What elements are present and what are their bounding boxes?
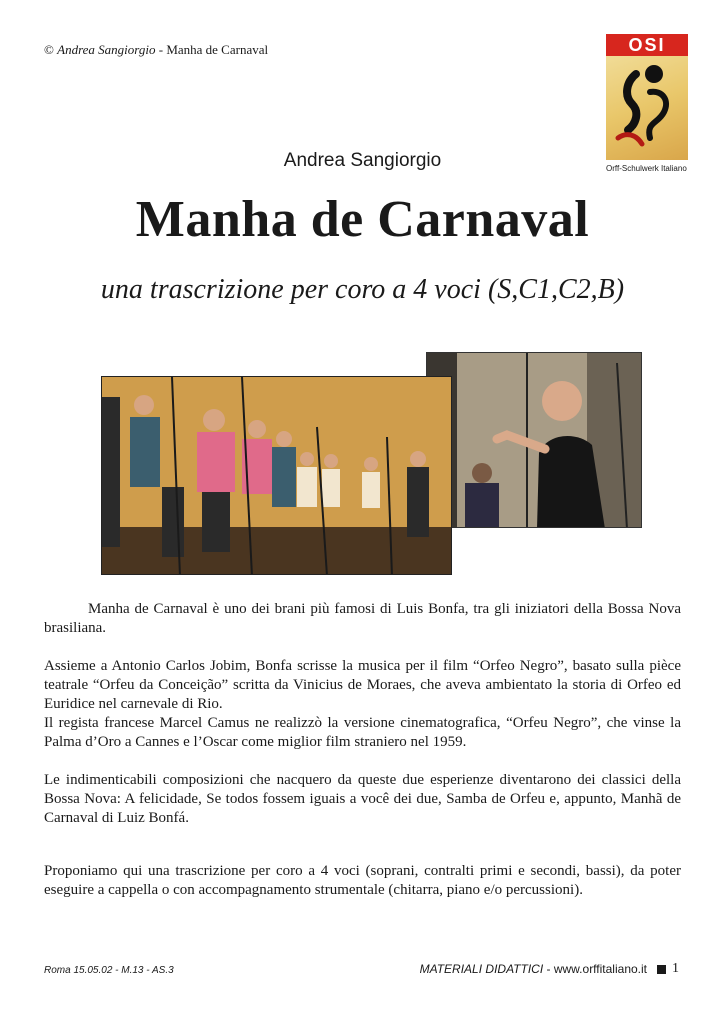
choir-image <box>102 377 452 575</box>
copyright-author: Andrea Sangiorgio <box>57 42 156 57</box>
logo-artwork <box>606 34 688 160</box>
choir-photo <box>101 376 452 575</box>
author-heading: Andrea Sangiorgio <box>283 150 442 171</box>
page-title: Manha de Carnaval <box>135 191 590 248</box>
footer-right <box>420 961 679 977</box>
conductor-image <box>427 353 642 528</box>
logo-mark-text: OSI <box>606 34 688 56</box>
logo-caption: Orff-Schulwerk Italiano <box>606 164 687 173</box>
copyright-symbol: © <box>44 42 54 57</box>
paragraph-intro: Manha de Carnaval è uno dei brani più famosi di Luis Bonfa, tra gli iniziatori della Bossa Nova brasiliana. <box>44 601 681 636</box>
footer-site-link[interactable]: www.orffitaliano.it <box>553 962 647 976</box>
copyright-line <box>44 42 268 58</box>
footer-materials: MATERIALI DIDATTICI <box>419 962 544 976</box>
page-subtitle: una trascrizione per coro a 4 voci (S,C1,C2,B) <box>100 274 625 305</box>
copyright-rest: - Manha de Carnaval <box>155 42 269 57</box>
logo-figure-icon <box>606 34 688 160</box>
page-number: 1 <box>672 961 679 976</box>
footer-separator: - <box>543 962 554 976</box>
square-bullet-icon <box>657 965 666 974</box>
paragraph-film: Assieme a Antonio Carlos Jobim, Bonfa scrisse la musica per il film “Orfeo Negro”, basato sulla pièce teatrale “Orfeu da Conceição” scritta da Vinicius de Moraes, che aveva ambientato la storia di Orfeo ed Euridice nel carnevale di Rio. <box>44 658 681 712</box>
conductor-photo <box>426 352 642 528</box>
body-text <box>44 600 681 900</box>
paragraph-proposal: Proponiamo qui una trascrizione per coro a 4 voci (soprani, contralti primi e secondi, bassi), da poter eseguire a cappella o con accompagnamento strumentale (chitarra, piano e/o percussioni). <box>44 863 681 898</box>
paragraph-camus: Il regista francese Marcel Camus ne realizzò la versione cinematografica, “Orfeu Negro”, che vinse la Palma d’Oro a Cannes e l’Oscar come miglior film straniero nel 1959. <box>44 715 681 750</box>
footer-reference: Roma 15.05.02 - M.13 - AS.3 <box>44 965 174 976</box>
paragraph-classics: Le indimenticabili composizioni che nacquero da queste due esperienze diventarono dei classici della Bossa Nova: A felicidade, Se todos fossem iguais a você dei due, Samba de Orfeu e, appunto, Manhã de Carnaval di Luiz Bonfá. <box>44 772 681 826</box>
